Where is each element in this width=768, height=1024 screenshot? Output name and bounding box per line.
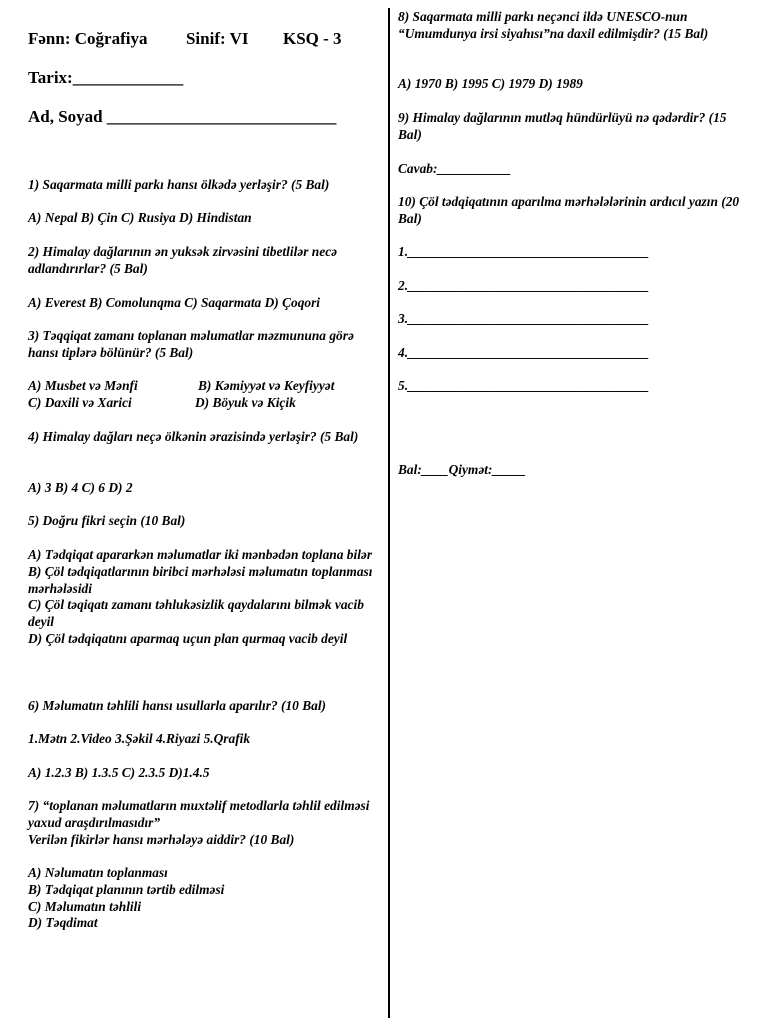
question-9: 9) Himalay dağlarının mutləq hündürlüyü nə qədərdir? (15 Bal) [398,110,727,142]
q3-option-d: D) Böyuk və Kiçik [195,394,296,410]
q7-prompt: Verilən fikirlər hansı mərhələyə aiddir? (10 Bal) [28,831,295,847]
q5-option-c: C) Çöl təqiqatı zamanı təhlukəsizlik qaydalarını bilmək vacib deyil [28,597,364,630]
q3-option-a: A) Musbet və Mənfi [28,378,138,393]
answer-line-3[interactable]: 3.____________________________________ [398,311,650,326]
question-1: 1) Saqarmata milli parkı hansı ölkədə yerləşir? (5 Bal) [28,177,330,192]
header-line [28,29,342,49]
q5-option-b: B) Çöl tədqiqatlarının biribci mərhələsi məlumatın toplanması mərhələsidi [28,563,373,596]
answer-line-2[interactable]: 2.____________________________________ [398,278,650,293]
q7-quote: 7) “toplanan məlumatların muxtəlif metodlarla təhlil edilməsi yaxud araşdırılmasıdır” [28,798,370,830]
q7-option-a: A) Nəlumatın toplanması [28,865,168,880]
question-10: 10) Çöl tədqiqatının aparılma mərhələlərinin ardıcıl yazın (20 Bal) [398,194,740,226]
q7-option-b: B) Tədqiqat planının tərtib edilməsi [28,881,225,897]
question-6: 6) Məlumatın təhlili hansı usullarla aparılır? (10 Bal) [28,698,327,713]
name-field[interactable]: Ad, Soyad ___________________________ [28,107,337,126]
q3-option-b: B) Kəmiyyət və Keyfiyyət [198,378,335,393]
question-8: 8) Saqarmata milli parkı neçənci ildə UNESCO-nun “Umumdunya irsi siyahısı”na daxil edilmişdir? (15 Bal) [398,9,709,41]
question-2: 2) Himalay dağlarının ən yuksək zirvəsini tibetlilər necə adlandırırlar? (5 Bal) [28,244,338,276]
answer-line-5[interactable]: 5.____________________________________ [398,378,650,393]
question-4: 4) Himalay dağları neçə ölkənin ərazisində yerləşir? (5 Bal) [28,429,359,444]
question-3: 3) Təqqiqat zamanı toplanan məlumatlar məzmununa görə hansı tiplərə bölünür? (5 Bal) [28,328,354,360]
question-1-options: A) Nepal B) Çin C) Rusiya D) Hindistan [28,210,252,225]
subject-label: Fənn: Coğrafiya [28,29,148,48]
grade-label: Sinif: VI [185,29,249,48]
answer-line-1[interactable]: 1.____________________________________ [398,244,650,259]
question-6-list: 1.Mətn 2.Video 3.Şəkil 4.Riyazi 5.Qrafik [28,731,251,746]
question-2-options: A) Everest B) Comolunqma C) Saqarmata D) Çoqori [28,295,321,310]
question-5: 5) Doğru fikri seçin (10 Bal) [28,513,186,528]
q3-option-c: C) Daxili və Xarici [28,394,132,410]
q7-option-d: D) Təqdimat [28,915,98,931]
question-4-options: A) 3 B) 4 C) 6 D) 2 [28,480,133,495]
date-field[interactable]: Tarix:_____________ [28,68,184,87]
test-label: KSQ - 3 [282,29,342,48]
score-field[interactable]: Bal:____Qiymət:_____ [398,462,526,477]
question-8-options: A) 1970 B) 1995 C) 1979 D) 1989 [398,76,583,91]
question-7-options [28,865,380,932]
q5-option-d: D) Çöl tədqiqatını aparmaq uçun plan qurmaq vacib deyil [28,630,348,646]
answer-field[interactable]: Cavab:___________ [398,161,512,176]
question-5-options [28,547,380,648]
q5-option-a: A) Tədqiqat apararkən məlumatlar iki mənbədən toplana bilər [28,547,373,562]
question-7 [28,798,380,848]
answer-line-4[interactable]: 4.____________________________________ [398,345,650,360]
question-3-options [28,378,380,412]
question-6-options: A) 1.2.3 B) 1.3.5 C) 2.3.5 D)1.4.5 [28,765,210,780]
column-divider [388,8,390,1018]
q7-option-c: C) Məlumatın təhlili [28,898,142,914]
